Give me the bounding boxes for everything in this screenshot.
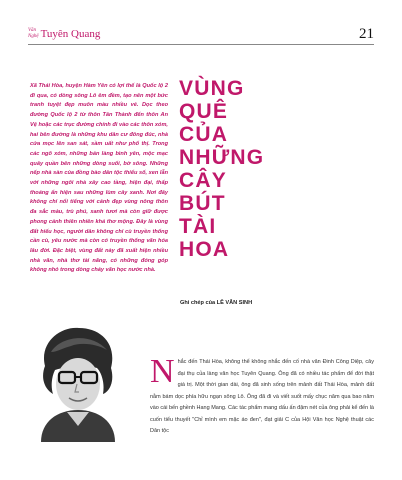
title-line: BÚT (179, 192, 226, 215)
article-title (179, 77, 339, 261)
brand-small-1: Văn (28, 28, 37, 33)
title-line: QUÊ (179, 100, 229, 123)
brand-small-2: Nghệ (28, 34, 39, 39)
magazine-brand (28, 28, 100, 41)
byline: Ghi chép của LÊ VĂN SINH (180, 300, 253, 306)
brand-name: Tuyên Quang (40, 28, 101, 40)
header-divider (28, 44, 374, 45)
title-line: VÙNG (179, 77, 245, 100)
title-line: HOA (179, 238, 230, 261)
body-paragraph (150, 353, 374, 438)
page-number: 21 (359, 26, 374, 42)
page-header (28, 28, 374, 44)
title-line: CÂY (179, 169, 227, 192)
brand-small-text (28, 28, 39, 40)
title-line: TÀI (179, 215, 217, 238)
body-text: hắc đến Thái Hòa, không thể không nhắc đến cố nhà văn Đinh Công Diệp, cây đại thụ của làng văn học Tuyên Quang. Ông đã có nhiều tác phẩm để đời thật giá trị. Một thời gian dài, ông đã sinh sống trên mảnh đất Thái Hòa, mảnh đất nằm bám dọc phía hữu ngạn sông Lô. Ông đã đi và viết suốt mấy chục năm qua bao năm vào cái bến ghềnh Hang Mang. Các tác phẩm mang dấu ấn đậm nét của ông phải kể đến là cuốn tiểu thuyết "Chỉ mình em mặc áo đen", đạt giải C của Hội Văn học Nghệ thuật các Dân tộc (150, 359, 374, 434)
title-line: CỦA (179, 123, 229, 146)
drop-cap: N (150, 353, 175, 390)
lead-paragraph: Xã Thái Hòa, huyện Hàm Yên có lợi thế là Quốc lộ 2 đi qua, có dòng sông Lô êm đềm, tạo nên một bức tranh tuyệt đẹp muôn màu nhiều vẻ. Dọc theo đường Quốc lộ 2 từ thôn Tân Thành đến thôn An Vệ hoặc các trục đường chính đi vào các thôn xóm, hai bên đường là những khu dân cư đông đúc, nhà cửa mọc lên san sát, sầm uất như phố thị. Trong các ngõ xóm, những bản làng bình yên, mộc mạc quây quần bên những dòng suối, bờ sông. Những nếp nhà sàn của đồng bào dân tộc thiểu số, xen lẫn với những ngôi nhà xây cao tầng, hiện đại, thấp thoáng ẩn hiện sau những lùm cây xanh. Nơi đây không chỉ nổi tiếng với cảnh đẹp vùng nông thôn đa sắc màu, trù phú, xanh tươi mà còn giữ được phong cảnh thiên nhiên khá thơ mộng. Đây là vùng đất hiếu học, người dân không chỉ cù truyền thống cần cù, yêu nước mà còn có truyền thống văn hóa lâu đời. Đặc biệt, vùng đất này đã xuất hiện nhiều nhà văn, nhà thơ tài năng, có những đóng góp không nhỏ trong dòng chảy văn học nước nhà. (30, 83, 168, 274)
author-portrait-photo (31, 322, 123, 442)
title-line: NHỮNG (179, 146, 265, 169)
